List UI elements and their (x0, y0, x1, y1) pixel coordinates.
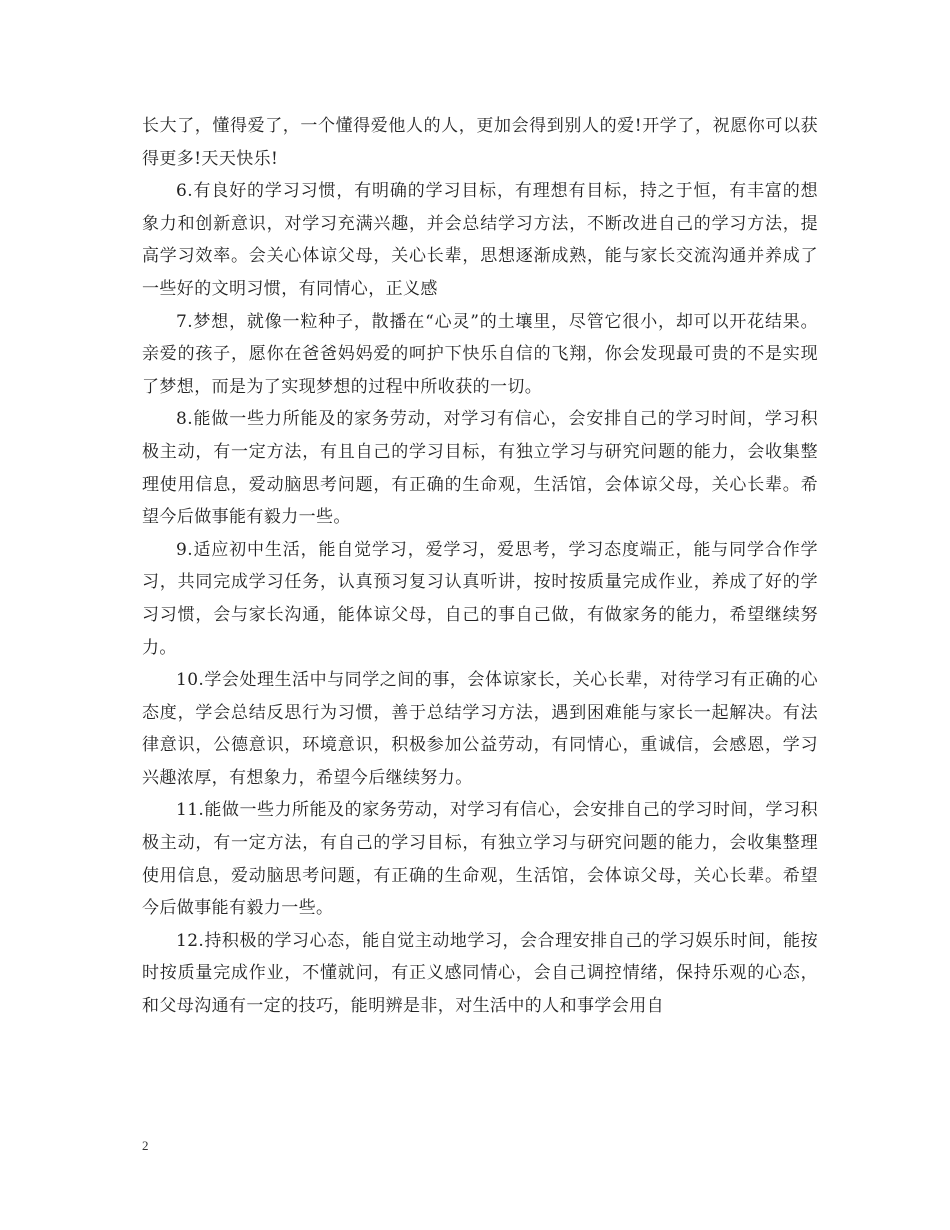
document-body (142, 110, 818, 1023)
paragraph-item-10: 10.学会处理生活中与同学之间的事，会体谅家长，关心长辈，对待学习有正确的心态度，学会总结反思行为习惯，善于总结学习方法，遇到困难能与家长一起解决。有法律意识，公德意识，环境意识，积极参加公益劳动，有同情心，重诚信，会感恩，学习兴趣浓厚，有想象力，希望今后继续努力。 (142, 670, 818, 788)
paragraph-continuation: 长大了，懂得爱了，一个懂得爱他人的人，更加会得到别人的爱!开学了，祝愿你可以获得更多!天天快乐! (142, 116, 818, 169)
paragraph-item-6: 6.有良好的学习习惯，有明确的学习目标，有理想有目标，持之于恒，有丰富的想象力和创新意识，对学习充满兴趣，并会总结学习方法，不断改进自己的学习方法，提高学习效率。会关心体谅父母，关心长辈，思想逐渐成熟，能与家长交流沟通并养成了一些好的文明习惯，有同情心，正义感 (142, 181, 818, 299)
paragraph-item-9: 9.适应初中生活，能自觉学习，爱学习，爱思考，学习态度端正，能与同学合作学习，共同完成学习任务，认真预习复习认真听讲，按时按质量完成作业，养成了好的学习习惯，会与家长沟通，能体谅父母，自己的事自己做，有做家务的能力，希望继续努力。 (142, 539, 818, 658)
paragraph-item-8: 8.能做一些力所能及的家务劳动，对学习有信心，会安排自己的学习时间，学习积极主动，有一定方法，有且自己的学习目标，有独立学习与研究问题的能力，会收集整理使用信息，爱动脑思考问题，有正确的生命观，生活馆，会体谅父母，关心长辈。希望今后做事能有毅力一些。 (142, 409, 818, 528)
page-number: 2 (142, 1138, 149, 1153)
paragraph-item-11: 11.能做一些力所能及的家务劳动，对学习有信心，会安排自己的学习时间，学习积极主动，有一定方法，有自己的学习目标，有独立学习与研究问题的能力，会收集整理使用信息，爱动脑思考问题，有正确的生命观，生活馆，会体谅父母，关心长辈。希望今后做事能有毅力一些。 (142, 800, 818, 919)
paragraph-item-12: 12.持积极的学习心态，能自觉主动地学习，会合理安排自己的学习娱乐时间，能按时按质量完成作业，不懂就问，有正义感同情心，会自己调控情绪，保持乐观的心态，和父母沟通有一定的技巧，能明辨是非，对生活中的人和事学会用自 (142, 930, 818, 1017)
paragraph-item-7: 7.梦想，就像一粒种子，散播在“心灵”的土壤里，尽管它很小，却可以开花结果。亲爱的孩子，愿你在爸爸妈妈爱的呵护下快乐自信的飞翔，你会发现最可贵的不是实现了梦想，而是为了实现梦想的过程中所收获的一切。 (142, 311, 818, 397)
